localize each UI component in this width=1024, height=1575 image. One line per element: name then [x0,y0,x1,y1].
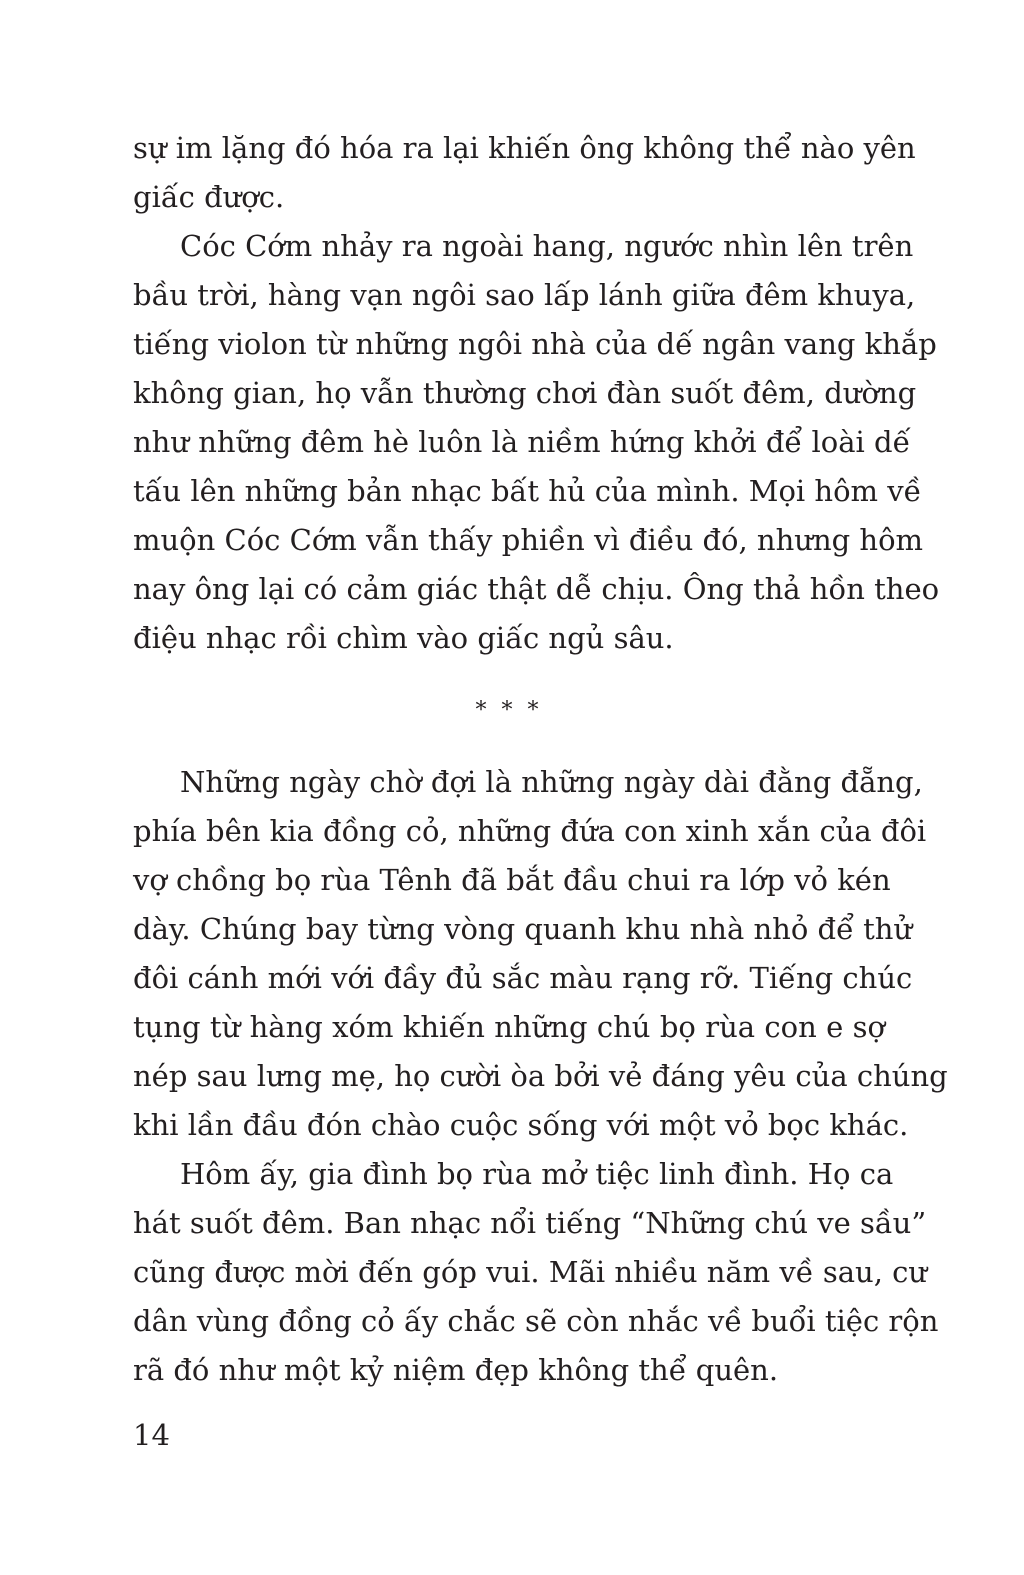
paragraph [133,758,948,1150]
section-two [133,758,948,1395]
text-line: dày. Chúng bay từng vòng quanh khu nhà nhỏ để thử [133,912,913,946]
text-line: nay ông lại có cảm giác thật dễ chịu. Ông thả hồn theo [133,572,940,606]
section-separator: * * * [475,698,543,723]
book-page [133,124,948,1387]
paragraph [133,1150,939,1395]
text-line: như những đêm hè luôn là niềm hứng khởi để loài dế [133,425,911,459]
text-line: tụng từ hàng xóm khiến những chú bọ rùa con e sợ [133,1010,885,1044]
text-line: đôi cánh mới với đầy đủ sắc màu rạng rỡ. Tiếng chúc [133,961,913,995]
text-line: tấu lên những bản nhạc bất hủ của mình. Mọi hôm về [133,474,922,508]
text-line: dân vùng đồng cỏ ấy chắc sẽ còn nhắc về buổi tiệc rộn [133,1304,939,1338]
text-line: khi lần đầu đón chào cuộc sống với một vỏ bọc khác. [133,1108,909,1142]
paragraph-continued [133,124,916,222]
text-line: tiếng violon từ những ngôi nhà của dế ngân vang khắp [133,327,937,361]
text-line: Hôm ấy, gia đình bọ rùa mở tiệc linh đình. Họ ca [180,1157,894,1191]
paragraph [133,222,940,663]
section-one [133,124,940,663]
page-number: 14 [133,1418,170,1452]
text-line: rã đó như một kỷ niệm đẹp không thể quên. [133,1353,779,1387]
text-line: nép sau lưng mẹ, họ cười òa bởi vẻ đáng yêu của chúng [133,1059,948,1093]
text-line: Cóc Cớm nhảy ra ngoài hang, ngước nhìn lên trên [180,229,914,263]
text-line: muộn Cóc Cớm vẫn thấy phiền vì điều đó, nhưng hôm [133,523,924,557]
text-line: hát suốt đêm. Ban nhạc nổi tiếng “Những chú ve sầu” [133,1206,927,1240]
text-line: điệu nhạc rồi chìm vào giấc ngủ sâu. [133,621,674,655]
text-line: phía bên kia đồng cỏ, những đứa con xinh xắn của đôi [133,814,927,848]
text-line: Những ngày chờ đợi là những ngày dài đằng đẵng, [180,765,923,799]
text-line: cũng được mời đến góp vui. Mãi nhiều năm về sau, cư [133,1255,928,1289]
text-line: vợ chồng bọ rùa Tênh đã bắt đầu chui ra lớp vỏ kén [133,863,891,897]
text-line: không gian, họ vẫn thường chơi đàn suốt đêm, dường [133,376,917,410]
text-line: sự im lặng đó hóa ra lại khiến ông không thể nào yên [133,131,916,165]
text-line: bầu trời, hàng vạn ngôi sao lấp lánh giữa đêm khuya, [133,278,916,312]
text-line: giấc được. [133,180,285,214]
